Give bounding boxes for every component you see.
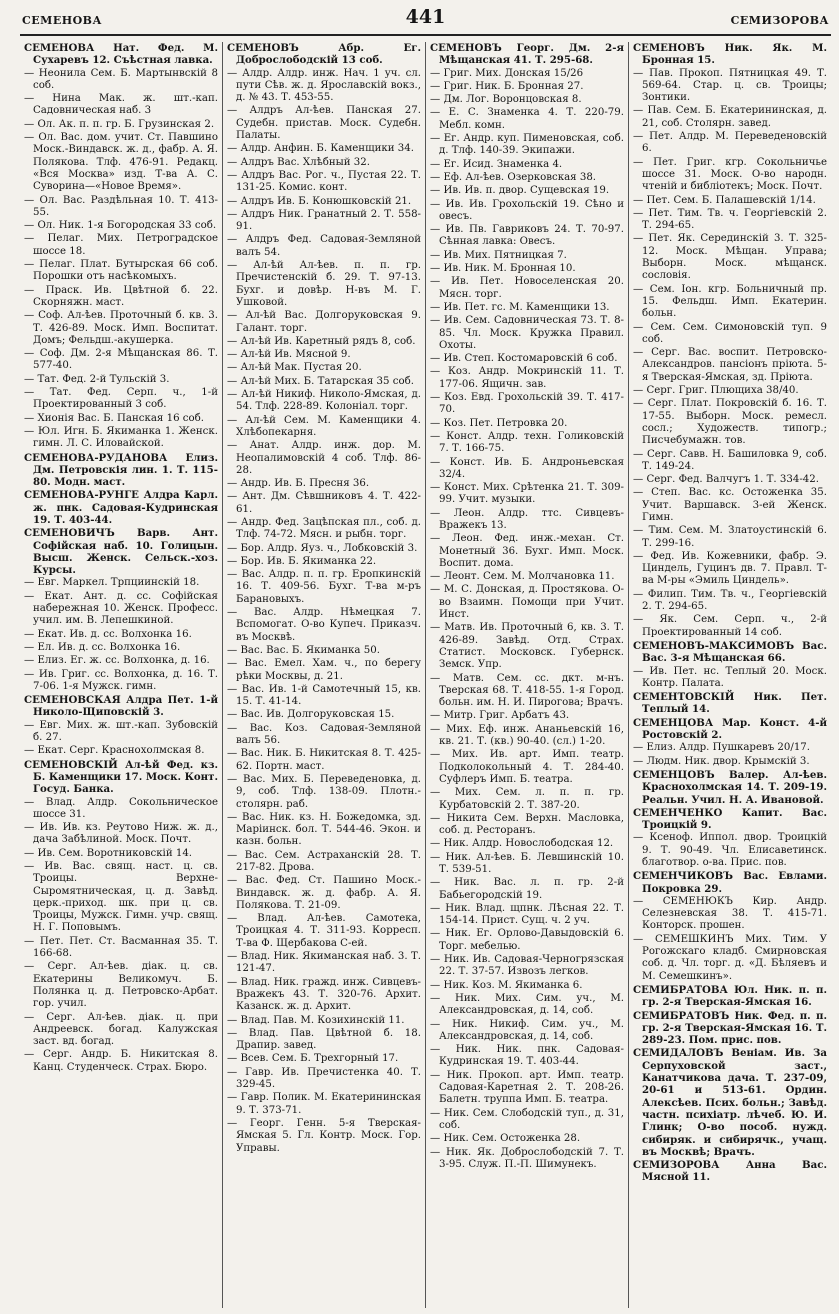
directory-entry: — Андр. Ив. Б. Пресня 36. — [227, 478, 421, 490]
directory-entry: — Сем. Іон. кгр. Больничный пр. 15. Фельдш. Имп. Екатерин. больн. — [633, 284, 827, 321]
directory-surname-entry: СЕМЕНОВЪ Ник. Як. М. Бронная 15. — [633, 42, 827, 67]
directory-entry: — Елиз. Ег. ж. сс. Волхонка, д. 16. — [24, 655, 218, 667]
directory-entry: — Вас. Мих. Б. Переведеновка, д. 9, соб. Тлф. 138-09. Плотн.-столярн. раб. — [227, 774, 421, 811]
directory-entry: — Коз. Андр. Мокринскій 11. Т. 177-06. Ящичн. зав. — [430, 366, 624, 391]
directory-entry: — Ник. Ив. Садовая-Черногрязская 22. Т. 37-57. Извозъ легков. — [430, 954, 624, 979]
directory-entry: — Ив. Ив. кз. Реутово Ниж. ж. д., дача Забѣлиной. Моск. Почт. — [24, 822, 218, 847]
directory-entry: — Леонт. Сем. М. Молчановка 11. — [430, 571, 624, 583]
directory-entry: — Алдръ Ал-ѣев. Панская 27. Судебн. пристав. Моск. Судебн. Палаты. — [227, 105, 421, 142]
directory-entry: — Ив. Вас. свящ. наст. ц. св. Троицы. Верхне-Сыромятническая, ц. д. Завѣд. церк.-приход. шк. при ц. св. Троицы, Мужск. Гимн. учр. свящ. Н. Г. Поповымъ. — [24, 861, 218, 935]
directory-entry: — Григ. Мих. Донская 15/26 — [430, 68, 624, 80]
directory-entry: — Вас. Емел. Хам. ч., по берегу рѣки Москвы, д. 21. — [227, 658, 421, 683]
directory-entry: — Гавр. Ив. Пречистенка 40. Т. 329-45. — [227, 1067, 421, 1092]
directory-entry: — Сем. Сем. Симоновскій туп. 9 соб. — [633, 322, 827, 347]
directory-entry: — Вас. Вас. Б. Якиманка 50. — [227, 645, 421, 657]
directory-entry: — Ник. Прокоп. арт. Имп. театр. Садовая-Каретная 2. Т. 208-26. Балетн. труппа Имп. Б. театра. — [430, 1070, 624, 1107]
directory-entry: — Серг. Ал-ѣев. діак. ц. св. Екатерины Великомуч. Б. Полянка ц. д. Петровско-Арбат. гор. учил. — [24, 961, 218, 1010]
directory-entry: — Ник. Алдр. Новослободская 12. — [430, 838, 624, 850]
directory-entry: — Ел. Ив. д. сс. Волхонка 16. — [24, 642, 218, 654]
directory-surname-entry: СЕМИДАЛОВЪ Веніам. Ив. За Серпуховской заст., Канатчикова дача. Т. 237-09, 20-61 и 513-61. Ордин. Алексѣев. Псих. больн.; Завѣд. частн. психіатр. лѣчеб. Ю. И. Глинк; О-во пособ. нужд. сибиряк. и сибирячк., учащ. въ Москвѣ; Врачъ. — [633, 1047, 827, 1158]
directory-entry: — Пелаг. Мих. Петроградское шоссе 18. — [24, 233, 218, 258]
directory-entry: — Ник. Ник. пнк. Садовая-Кудринская 19. Т. 403-44. — [430, 1044, 624, 1069]
columns-container — [20, 42, 831, 1308]
directory-entry: — Ник. Вас. л. п. гр. 2-й Бабьегородскій 19. — [430, 877, 624, 902]
column-4 — [629, 42, 831, 1308]
directory-surname-entry: СЕМЕНЦОВА Мар. Конст. 4-й Ростовскій 2. — [633, 716, 827, 742]
directory-entry: — Ив. Ив. Грохольскій 19. Сѣно и овесъ. — [430, 199, 624, 224]
directory-entry: — СЕМЕШКИНЪ Мих. Тим. У Рогожскаго кладб. Смирновская соб. д. Чл. торг. д. «Д. Бѣляевъ и М. Семешкинъ». — [633, 934, 827, 983]
directory-entry: — Ол. Вас. дом. учит. Ст. Павшино Моск.-Виндавск. ж. д., фабр. А. Я. Полякова. Тлф. 476-91. Редакц. «Вся Москва» изд. Т-ва А. С. Суворина—«Новое Время». — [24, 132, 218, 193]
directory-entry: — Ал-ѣй Мих. Б. Татарская 35 соб. — [227, 376, 421, 388]
directory-entry: — Серг. Ал-ѣев. діак. ц. при Андреевск. богад. Калужская заст. вд. богад. — [24, 1012, 218, 1049]
page-header — [20, 0, 831, 36]
directory-entry: — Ник. Коз. М. Якиманка 6. — [430, 980, 624, 992]
directory-entry: — Хионія Вас. Б. Панская 16 соб. — [24, 413, 218, 425]
directory-entry: — Е. С. Знаменка 4. Т. 220-79. Мебл. комн. — [430, 107, 624, 132]
directory-entry: — Ник. Никиф. Сим. уч., М. Александровская, д. 14, соб. — [430, 1019, 624, 1044]
directory-surname-entry: СЕМЕНОВИЧЪ Варв. Ант. Софійская наб. 10. Голицын. Высш. Женск. Сельск.-хоз. Курсы. — [24, 527, 218, 577]
directory-surname-entry: СЕМЕНОВА Нат. Фед. М. Сухаревъ 12. Съѣстная лавка. — [24, 42, 218, 67]
directory-entry: — Алдръ Фед. Садовая-Земляной валъ 54. — [227, 234, 421, 259]
directory-entry: — Леон. Фед. инж.-механ. Ст. Монетный 36. Бухг. Имп. Моск. Воспит. дома. — [430, 533, 624, 570]
directory-surname-entry: СЕМИЗОРОВА Анна Вас. Мясной 11. — [633, 1159, 827, 1184]
directory-entry: — Вас. Алдр. Нѣмецкая 7. Вспомогат. О-во Купеч. Приказч. въ Москвѣ. — [227, 607, 421, 644]
directory-entry: — Соф. Дм. 2-я Мѣщанская 86. Т. 577-40. — [24, 348, 218, 373]
directory-entry: — Вас. Ив. Долгоруковская 15. — [227, 709, 421, 721]
directory-entry: — Митр. Григ. Арбатъ 43. — [430, 710, 624, 722]
directory-entry: — Алдр. Анфин. Б. Каменщики 34. — [227, 143, 421, 155]
directory-entry: — Ал-ѣй Сем. М. Каменщики 4. Хлѣбопекарня. — [227, 415, 421, 440]
directory-surname-entry: СЕМЕНОВЪ Абр. Ег. Доброслободскій 13 соб. — [227, 42, 421, 67]
directory-entry: — Ив. Пет. гс. М. Каменщики 13. — [430, 302, 624, 314]
directory-entry: — Елиз. Алдр. Пушкаревъ 20/17. — [633, 742, 827, 754]
directory-entry: — Влад. Ник. гражд. инж. Сивцевъ-Вражекъ 43. Т. 320-76. Архит. Казанск. ж. д. Архит. — [227, 977, 421, 1014]
running-head-right: СЕМИЗОРОВА — [730, 14, 829, 27]
directory-surname-entry: СЕМЕНЧЕНКО Капит. Вас. Троицкій 9. — [633, 806, 827, 832]
directory-entry: — Соф. Ал-ѣев. Проточный б. кв. 3. Т. 426-89. Моск. Имп. Воспитат. Домъ; Фельдш.-акушерка. — [24, 310, 218, 347]
directory-entry: — Як. Сем. Серп. ч., 2-й Проектированный 14 соб. — [633, 614, 827, 639]
directory-entry: — Серг. Савв. Н. Башиловка 9, соб. Т. 149-24. — [633, 449, 827, 474]
directory-entry: — Вас. Ив. 1-й Самотечный 15, кв. 15. Т. 41-14. — [227, 684, 421, 709]
directory-entry: — Ег. Андр. куп. Пименовская, соб. д. Тлф. 140-39. Экипажи. — [430, 133, 624, 158]
directory-entry: — Пав. Прокоп. Пятницкая 49. Т. 569-64. Стар. ц. св. Троицы; Зонтики. — [633, 68, 827, 105]
column-3 — [426, 42, 629, 1308]
column-2 — [223, 42, 426, 1308]
directory-entry: — Ал-ѣй Вас. Долгоруковская 9. Галант. торг. — [227, 310, 421, 335]
directory-entry: — Ол. Вас. Раздѣльная 10. Т. 413-55. — [24, 195, 218, 220]
directory-entry: — Екат. Ант. д. сс. Софійская набережная 10. Женск. Професс. учил. им. В. Лепешкиной. — [24, 591, 218, 628]
directory-entry: — Алдръ Вас. Хлѣбный 32. — [227, 157, 421, 169]
directory-entry: — Праск. Ив. Цвѣтной б. 22. Скорняжн. маст. — [24, 285, 218, 310]
directory-entry: — Матв. Ив. Проточный 6, кв. 3. Т. 426-89. Завѣд. Отд. Страх. Статист. Московск. Губернск. Земск. Упр. — [430, 622, 624, 671]
directory-entry: — Еф. Ал-ѣев. Озерковская 38. — [430, 172, 624, 184]
directory-entry: — Ал-ѣй Ал-ѣев. п. п. гр. Пречистенскій б. 29. Т. 97-13. Бухг. и довѣр. Н-въ М. Г. Ушковой. — [227, 260, 421, 309]
directory-entry: — Ив. Мих. Пятницкая 7. — [430, 250, 624, 262]
directory-entry: — Пет. Тим. Тв. ч. Георгіевскій 2. Т. 294-65. — [633, 208, 827, 233]
directory-entry: — Вас. Сем. Астраханскій 28. Т. 217-82. Дрова. — [227, 850, 421, 875]
directory-entry: — Ив. Сем. Воротниковскій 14. — [24, 848, 218, 860]
directory-entry: — Ксеноф. Иппол. двор. Троицкій 9. Т. 90-49. Чл. Елисаветинск. благотвор. о-ва. Прис. пов. — [633, 832, 827, 869]
directory-entry: — Алдръ Ив. Б. Конюшковскій 21. — [227, 196, 421, 208]
directory-entry: — Матв. Сем. сс. дкт. м-нъ. Тверская 68. Т. 418-55. 1-я Город. больн. им. Н. И. Пирогова; Врачъ. — [430, 673, 624, 710]
directory-entry: — Вас. Ник. кз. Н. Божедомка, зд. Маріинск. бол. Т. 544-46. Экон. и казн. больн. — [227, 812, 421, 849]
directory-entry: — Тат. Фед. Серп. ч., 1-й Проектированный 3 соб. — [24, 387, 218, 412]
directory-entry: — Мих. Еф. инж. Ананьевскій 16, кв. 21. Т. (кв.) 90-40. (сл.) 1-20. — [430, 724, 624, 749]
directory-entry: — Григ. Ник. Б. Бронная 27. — [430, 81, 624, 93]
directory-entry: — Людм. Ник. двор. Крымскій 3. — [633, 756, 827, 768]
directory-entry: — Ол. Ак. п. п. гр. Б. Грузинская 2. — [24, 119, 218, 131]
directory-surname-entry: СЕМЕНТОВСКІЙ Ник. Пет. Теплый 14. — [633, 691, 827, 716]
directory-surname-entry: СЕМЕНОВЪ Георг. Дм. 2-я Мѣщанская 41. Т. 295-68. — [430, 42, 624, 67]
directory-entry: — Пет. Григ. кгр. Сокольничье шоссе 31. Моск. О-во народн. чтеній и библіотекъ; Моск. Почт. — [633, 157, 827, 194]
directory-entry: — Ив. Григ. сс. Волхонка, д. 16. Т. 7-06. 1-я Мужск. гимн. — [24, 669, 218, 694]
directory-entry: — Бор. Алдр. Яуз. ч., Лобковскій 3. — [227, 543, 421, 555]
directory-entry: — Пет. Як. Серединскій 3. Т. 325-12. Моск. Мѣщан. Управа; Выборн. Моск. мѣщанск. сословія. — [633, 233, 827, 282]
directory-entry: — Коз. Евд. Грохольскій 39. Т. 417-70. — [430, 392, 624, 417]
directory-entry: — Серг. Григ. Плющиха 38/40. — [633, 385, 827, 397]
directory-entry: — Тим. Сем. М. Златоустинскій 6. Т. 299-16. — [633, 525, 827, 550]
directory-entry: — М. С. Донская, д. Простякова. О-во Взаимн. Помощи при Учит. Инст. — [430, 584, 624, 621]
directory-entry: — Алдръ Вас. Рог. ч., Пустая 22. Т. 131-25. Комис. конт. — [227, 170, 421, 195]
directory-entry: — Ал-ѣй Ив. Мясной 9. — [227, 349, 421, 361]
directory-entry: — Серг. Андр. Б. Никитская 8. Канц. Студенческ. Страх. Бюро. — [24, 1049, 218, 1074]
directory-entry: — Ник. Як. Доброслободскій 7. Т. 3-95. Служ. П.-П. Шимунекъ. — [430, 1147, 624, 1172]
directory-entry: — Ив. Степ. Костомаровскій 6 соб. — [430, 353, 624, 365]
directory-surname-entry: СЕМЕНЧИКОВЪ Вас. Евлами. Покровка 29. — [633, 870, 827, 895]
directory-entry: — Степ. Вас. кс. Остоженка 35. Учит. Варшавск. 3-ей Женск. Гимн. — [633, 487, 827, 524]
directory-entry: — Пет. Сем. Б. Палашевскій 1/14. — [633, 195, 827, 207]
directory-entry: — Фед. Ив. Кожевники, фабр. Э. Циндель, Гуцинъ дв. 7. Правл. Т-ва М-ры «Эмиль Циндель». — [633, 551, 827, 588]
directory-entry: — Евг. Маркел. Трпциинскій 18. — [24, 577, 218, 589]
directory-entry: — Неонила Сем. Б. Мартынвскій 8 соб. — [24, 68, 218, 93]
directory-entry: — Ив. Сем. Садовническая 73. Т. 8-85. Чл. Моск. Кружка Правил. Охоты. — [430, 315, 624, 352]
directory-entry: — Евг. Мих. ж. шт.-кап. Зубовскій б. 27. — [24, 720, 218, 745]
directory-entry: — Ник. Сем. Слободскій туп., д. 31, соб. — [430, 1108, 624, 1133]
directory-entry: — Конст. Алдр. техн. Голиковскій 7. Т. 166-75. — [430, 431, 624, 456]
directory-entry: — Юл. Игн. Б. Якиманка 1. Женск. гимн. Л. С. Иловайской. — [24, 426, 218, 451]
directory-entry: — Алдръ Ник. Гранатный 2. Т. 558-91. — [227, 209, 421, 234]
directory-entry: — Ег. Исид. Знаменка 4. — [430, 159, 624, 171]
directory-surname-entry: СЕМЕНОВСКАЯ Алдра Пет. 1-й Николо-Щиповскій 3. — [24, 694, 218, 719]
directory-entry: — СЕМЕНЮКЪ Кир. Андр. Селезневская 38. Т. 415-71. Конторск. прошен. — [633, 896, 827, 933]
directory-entry: — Леон. Алдр. ттс. Сивцевъ-Вражекъ 13. — [430, 508, 624, 533]
running-head-left: СЕМЕНОВА — [22, 14, 102, 27]
directory-entry: — Конст. Ив. Б. Андроньевская 32/4. — [430, 457, 624, 482]
directory-entry: — Влад. Алдр. Сокольническое шоссе 31. — [24, 797, 218, 822]
directory-entry: — Ал-ѣй Ив. Каретный рядъ 8, соб. — [227, 336, 421, 348]
directory-entry: — Влад. Пав. Цвѣтной б. 18. Драпир. завед. — [227, 1028, 421, 1053]
directory-entry: — Влад. Ал-ѣев. Самотека, Троицкая 4. Т. 311-93. Корресп. Т-ва Ф. Щербакова С-ей. — [227, 913, 421, 950]
directory-entry: — Ант. Дм. Сѣвшниковъ 4. Т. 422-61. — [227, 491, 421, 516]
directory-entry: — Пелаг. Плат. Бутырская 66 соб. Порошки отъ насѣкомыхъ. — [24, 259, 218, 284]
directory-entry: — Мих. Сем. л. п. п. гр. Курбатовскій 2. Т. 387-20. — [430, 787, 624, 812]
directory-surname-entry: СЕМИБРАТОВЪ Ник. Фед. п. п. гр. 2-я Тверская-Ямская 16. Т. 289-23. Пом. прис. пов. — [633, 1009, 827, 1047]
directory-entry: — Влад. Пав. М. Козихинскій 11. — [227, 1015, 421, 1027]
directory-entry: — Андр. Фед. Зацѣпская пл., соб. д. Тлф. 74-72. Мясн. и рыбн. торг. — [227, 517, 421, 542]
directory-entry: — Нина Мак. ж. шт.-кап. Садовническая наб. 3 — [24, 93, 218, 118]
directory-entry: — Ник. Влад. щпнк. Лѣсная 22. Т. 154-14. Прист. Сущ. ч. 2 уч. — [430, 903, 624, 928]
directory-entry: — Ал-ѣй Мак. Пустая 20. — [227, 362, 421, 374]
directory-entry: — Георг. Генн. 5-я Тверская-Ямская 5. Гл. Контр. Моск. Гор. Управы. — [227, 1118, 421, 1155]
directory-entry: — Екат. Серг. Краснохолмская 8. — [24, 745, 218, 757]
directory-entry: — Мих. Ив. арт. Имп. театр. Подколокольный 4. Т. 284-40. Суфлеръ Имп. Б. театра. — [430, 749, 624, 786]
directory-entry: — Гавр. Полик. М. Екатерининская 9. Т. 373-71. — [227, 1092, 421, 1117]
directory-surname-entry: СЕМЕНОВЪ-МАКСИМОВЪ Вас. Вас. 3-я Мѣщанская 66. — [633, 639, 827, 665]
directory-entry: — Вас. Ник. Б. Никитская 8. Т. 425-62. Портн. маст. — [227, 748, 421, 773]
directory-entry: — Конст. Мих. Срѣтенка 21. Т. 309-99. Учит. музыки. — [430, 482, 624, 507]
directory-surname-entry: СЕМИБРАТОВА Юл. Ник. п. п. гр. 2-я Тверская-Ямская 16. — [633, 983, 827, 1009]
directory-entry: — Филип. Тим. Тв. ч., Георгіевскій 2. Т. 294-65. — [633, 589, 827, 614]
directory-entry: — Ив. Ник. М. Бронная 10. — [430, 263, 624, 275]
directory-entry: — Коз. Пет. Петровка 20. — [430, 418, 624, 430]
directory-entry: — Ник. Мих. Сим. уч., М. Александровская, д. 14, соб. — [430, 993, 624, 1018]
directory-surname-entry: СЕМЕНЦОВЪ Валер. Ал-ѣев. Краснохолмская 14. Т. 209-19. Реальн. Учил. Н. А. Ивановой. — [633, 768, 827, 806]
directory-entry: — Анат. Алдр. инж. дор. М. Неопалимовскій 4 соб. Тлф. 86-28. — [227, 440, 421, 477]
directory-entry: — Ник. Сем. Остоженка 28. — [430, 1133, 624, 1145]
directory-entry: — Бор. Ив. Б. Якиманка 22. — [227, 556, 421, 568]
directory-entry: — Пав. Сем. Б. Екатерининская, д. 21, соб. Столярн. завед. — [633, 105, 827, 130]
directory-entry: — Серг. Вас. воспит. Петровско-Александров. пансіонъ пріюта. 5-я Тверская-Ямская, зд. Пріюта. — [633, 347, 827, 384]
directory-entry: — Серг. Плат. Покровскій б. 16. Т. 17-55. Выборн. Моск. ремесл. сосл.; Художеств. типогр.; Писчебумажн. тов. — [633, 398, 827, 447]
directory-surname-entry: СЕМЕНОВСКІЙ Ал-ѣй Фед. кз. Б. Каменщики 17. Моск. Конт. Госуд. Банка. — [24, 758, 218, 796]
directory-entry: — Никита Сем. Верхн. Масловка, соб. д. Ресторанъ. — [430, 813, 624, 838]
directory-entry: — Ал-ѣй Никиф. Николо-Ямская, д. 54. Тлф. 228-89. Колоніал. торг. — [227, 389, 421, 414]
directory-entry: — Тат. Фед. 2-й Тульскій 3. — [24, 374, 218, 386]
directory-entry: — Вас. Фед. Ст. Пашино Моск.-Виндавск. ж. д. фабр. А. Я. Полякова. Т. 21-09. — [227, 875, 421, 912]
directory-entry: — Всев. Сем. Б. Трехгорный 17. — [227, 1053, 421, 1065]
directory-entry: — Дм. Лог. Воронцовская 8. — [430, 94, 624, 106]
directory-entry: — Вас. Коз. Садовая-Земляной валъ 56. — [227, 723, 421, 748]
directory-surname-entry: СЕМЕНОВА-РУДАНОВА Елиз. Дм. Петровскія лин. 1. Т. 115-80. Модн. маст. — [24, 451, 218, 489]
directory-entry: — Ник. Ал-ѣев. Б. Левшинскій 10. Т. 539-51. — [430, 852, 624, 877]
directory-entry: — Ив. Ив. п. двор. Сущевская 19. — [430, 185, 624, 197]
directory-entry: — Пет. Алдр. М. Переведеновскій 6. — [633, 131, 827, 156]
page-number: 441 — [405, 6, 446, 28]
directory-surname-entry: СЕМЕНОВА-РУНГЕ Алдра Карл. ж. пнк. Садовая-Кудринская 19. Т. 403-44. — [24, 489, 218, 526]
directory-entry: — Екат. Ив. д. сс. Волхонка 16. — [24, 629, 218, 641]
directory-entry: — Влад. Ник. Якиманская наб. 3. Т. 121-47. — [227, 951, 421, 976]
directory-entry: — Алдр. Алдр. инж. Нач. 1 уч. сл. пути Сѣв. ж. д. Ярославскій вокз., д. № 43. Т. 453-55. — [227, 68, 421, 105]
directory-entry: — Ник. Ег. Орлово-Давыдовскій 6. Торг. мебелью. — [430, 928, 624, 953]
directory-entry: — Серг. Фед. Валчугъ 1. Т. 334-42. — [633, 474, 827, 486]
directory-entry: — Вас. Алдр. п. п. гр. Еропкинскій 16. Т. 409-56. Бухг. Т-ва м-ръ Барановыхъ. — [227, 569, 421, 606]
column-1 — [20, 42, 223, 1308]
directory-entry: — Ив. Пв. Гавриковъ 24. Т. 70-97. Сѣнная лавка: Овесъ. — [430, 224, 624, 249]
directory-entry: — Ив. Пет. Новоселенская 20. Мясн. торг. — [430, 276, 624, 301]
directory-entry: — Ив. Пет. нс. Теплый 20. Моск. Контр. Палата. — [633, 666, 827, 691]
directory-entry: — Пет. Пет. Ст. Васманная 35. Т. 166-68. — [24, 936, 218, 961]
directory-entry: — Ол. Ник. 1-я Богородская 33 соб. — [24, 220, 218, 232]
